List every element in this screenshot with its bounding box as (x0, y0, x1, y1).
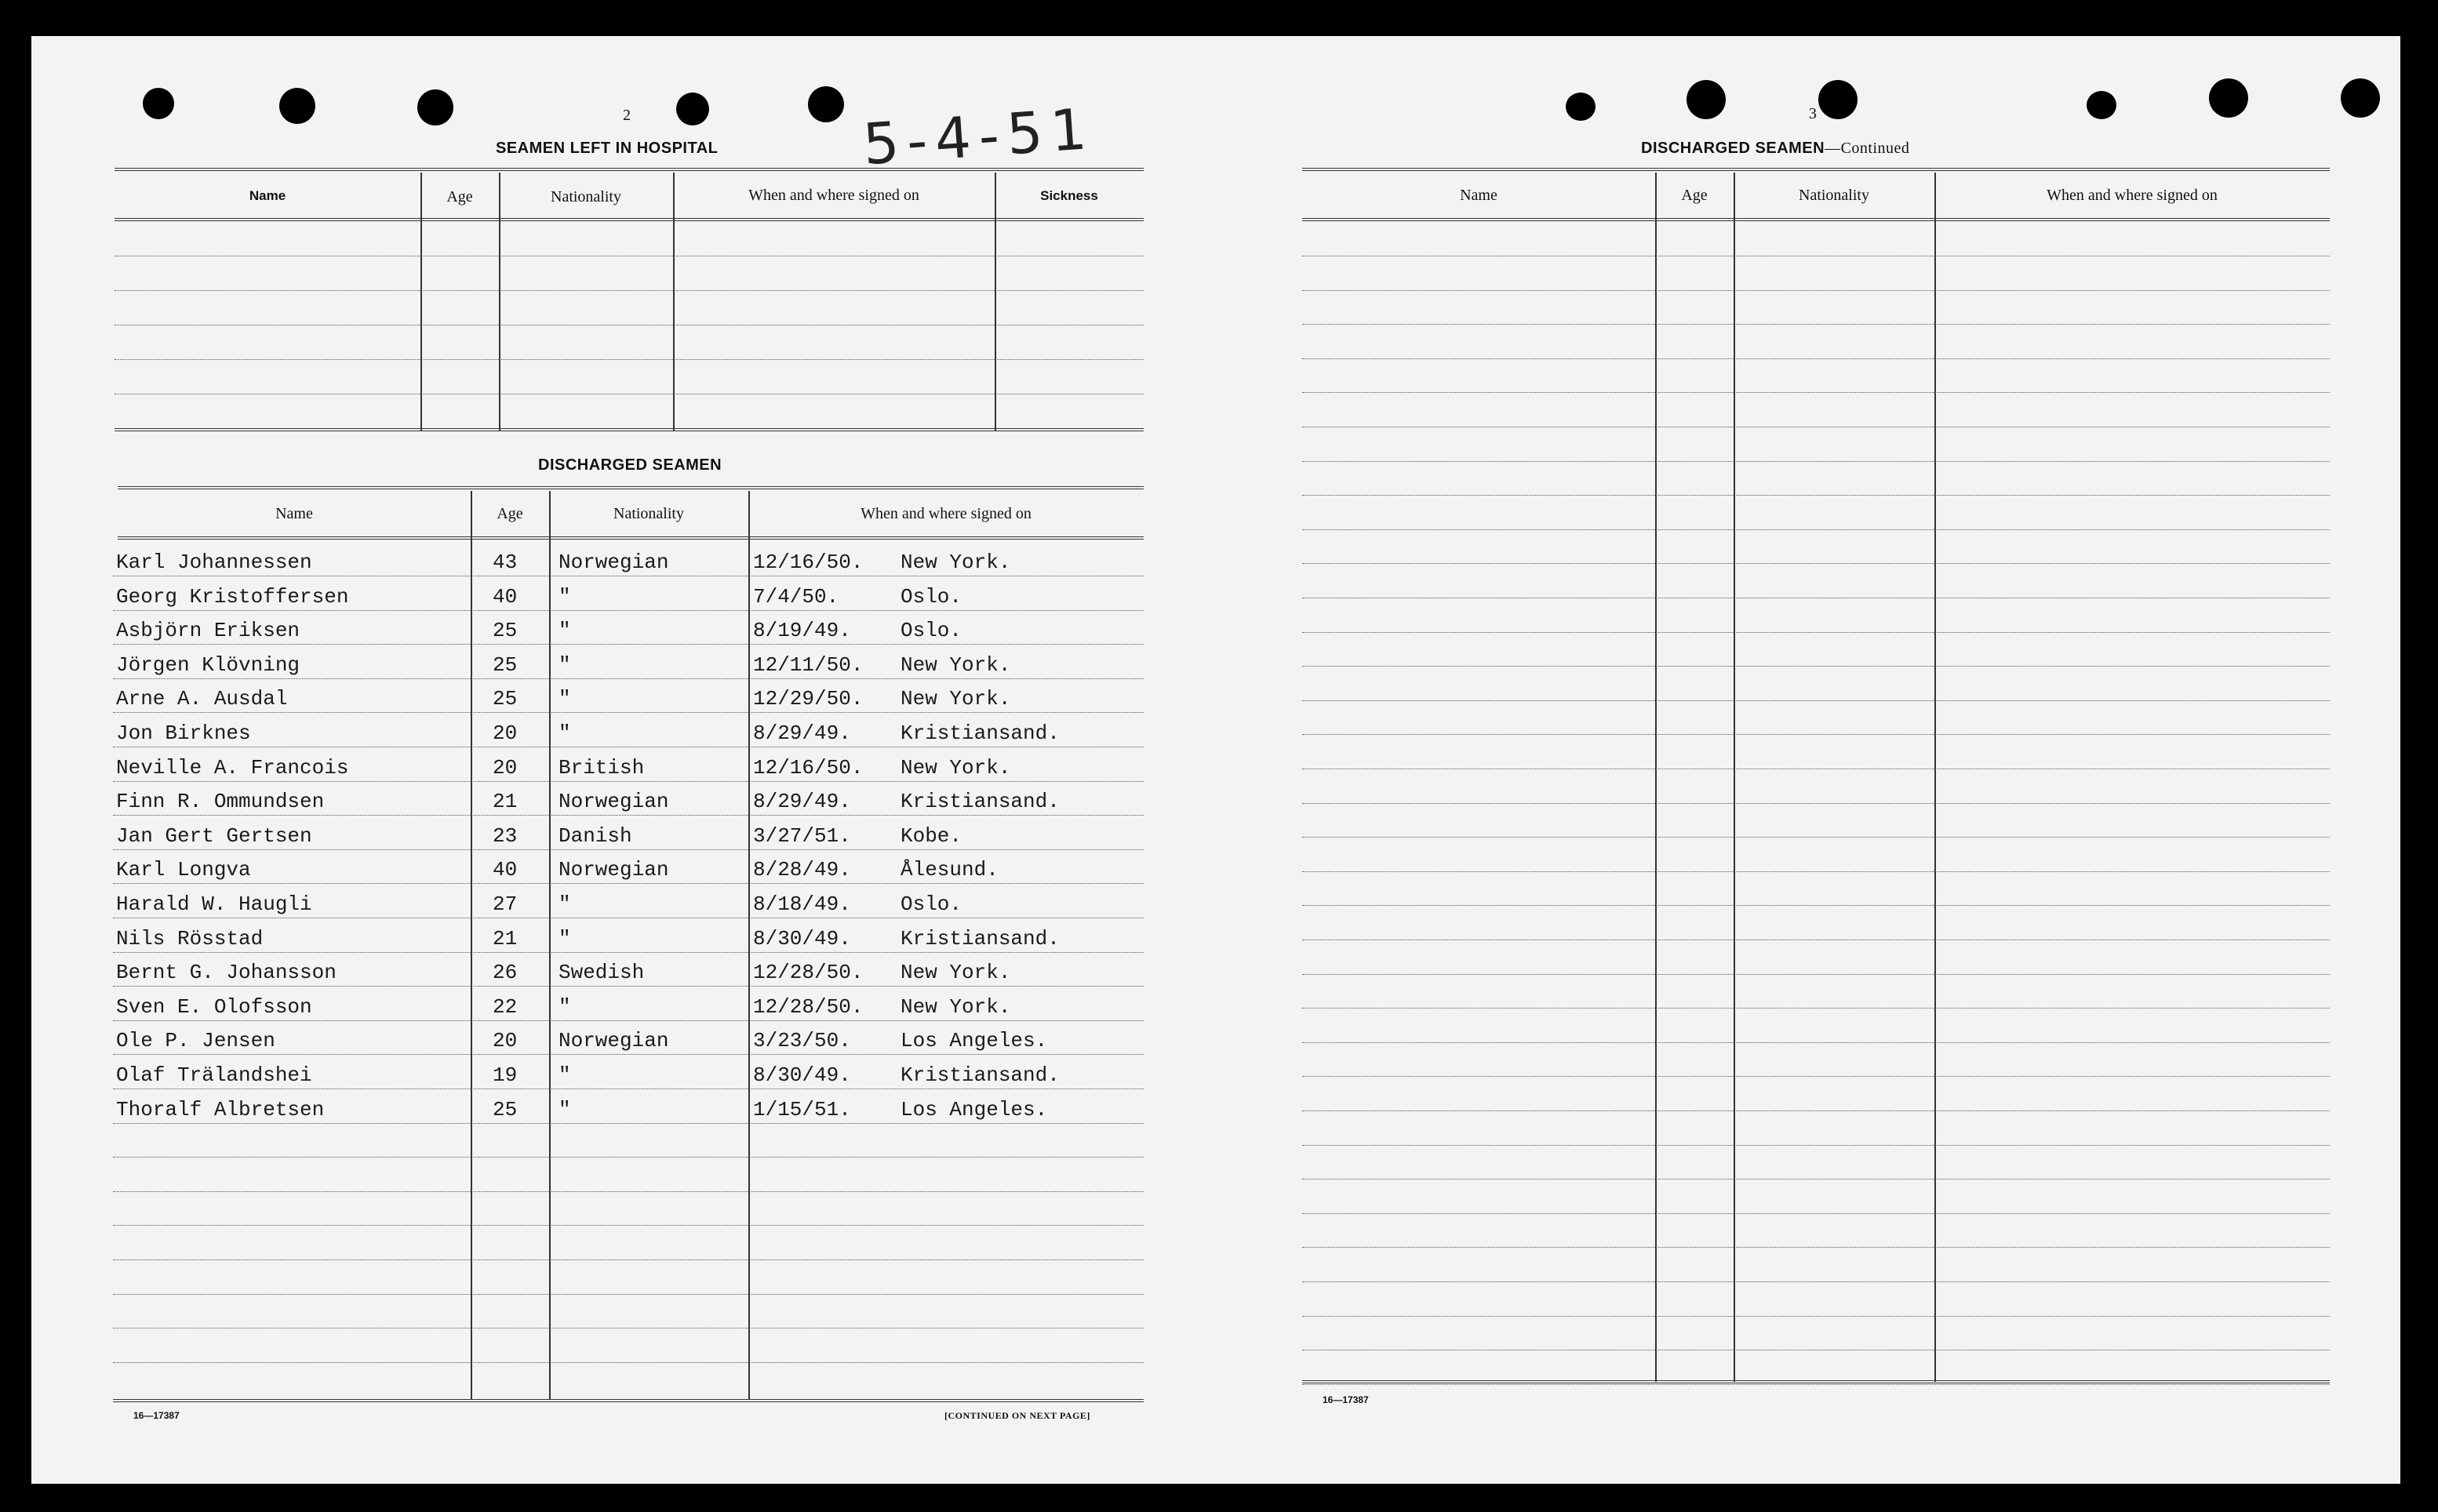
ruled-line (1302, 1110, 2330, 1111)
ruled-line (1302, 529, 2330, 530)
column-header-signed-on: When and where signed on (2047, 187, 2218, 204)
ruled-line (113, 986, 1144, 987)
cell-nationality: " (559, 721, 571, 745)
ruled-line (1302, 837, 2330, 838)
ruled-line (1302, 563, 2330, 564)
cell-place: Oslo. (901, 584, 962, 609)
cell-age: 21 (493, 790, 518, 814)
cell-date: 12/28/50. (753, 961, 864, 985)
cell-age: 25 (493, 619, 518, 643)
ruled-line (115, 359, 1144, 360)
cell-age: 25 (493, 652, 518, 677)
cell-age: 23 (493, 823, 518, 848)
column-header-age: Age (1681, 187, 1708, 204)
ruled-line (113, 610, 1144, 611)
ruled-line (113, 1259, 1144, 1260)
ruled-line (113, 952, 1144, 953)
ruled-line (113, 849, 1144, 850)
cell-date: 3/23/50. (753, 1029, 851, 1053)
cell-place: New York. (901, 652, 1011, 677)
punch-hole (808, 86, 844, 122)
continued-note: [CONTINUED ON NEXT PAGE] (944, 1410, 1090, 1421)
cell-date: 12/28/50. (753, 994, 864, 1019)
cell-place: Kristiansand. (901, 721, 1060, 745)
cell-name: Nils Rösstad (116, 926, 264, 950)
ruled-line (1302, 871, 2330, 872)
punch-hole (417, 89, 453, 125)
ruled-line (1302, 290, 2330, 291)
cell-place: Oslo. (901, 619, 962, 643)
cell-age: 40 (493, 858, 518, 882)
punch-hole (2341, 78, 2380, 118)
ruled-line (113, 883, 1144, 884)
ruled-line (113, 1020, 1144, 1021)
cell-date: 12/11/50. (753, 652, 864, 677)
column-divider (673, 173, 675, 431)
column-divider (748, 491, 750, 1399)
cell-date: 12/29/50. (753, 687, 864, 711)
ruled-line (1302, 700, 2330, 701)
cell-place: New York. (901, 961, 1011, 985)
ruled-line (1302, 1247, 2330, 1248)
cell-date: 12/16/50. (753, 551, 864, 574)
ruled-line (113, 1225, 1144, 1226)
cell-name: Karl Johannessen (116, 551, 312, 574)
page-number: 3 (1809, 105, 1817, 122)
cell-date: 8/28/49. (753, 858, 851, 882)
ruled-line (1302, 1213, 2330, 1214)
cell-nationality: " (559, 1097, 571, 1121)
cell-age: 25 (493, 1097, 518, 1121)
ruled-line (113, 644, 1144, 645)
column-divider (549, 491, 551, 1399)
ruled-line (1302, 803, 2330, 804)
cell-name: Sven E. Olofsson (116, 994, 312, 1019)
cell-place: Kristiansand. (901, 1063, 1060, 1087)
cell-age: 25 (493, 687, 518, 711)
cell-nationality: Norwegian (559, 551, 669, 574)
cell-date: 3/27/51. (753, 823, 851, 848)
cell-name: Neville A. Francois (116, 755, 349, 780)
cell-date: 8/19/49. (753, 619, 851, 643)
cell-age: 20 (493, 755, 518, 780)
form-number: 16—17387 (1323, 1394, 1369, 1405)
ruled-line (1302, 734, 2330, 735)
ruled-line (113, 1123, 1144, 1124)
cell-place: Kobe. (901, 823, 962, 848)
column-divider (420, 173, 422, 431)
ruled-line (113, 781, 1144, 782)
column-header-sickness: Sickness (1040, 188, 1098, 203)
column-divider (1934, 173, 1936, 1382)
ruled-line (1302, 461, 2330, 462)
cell-place: Los Angeles. (901, 1029, 1048, 1053)
cell-date: 12/16/50. (753, 755, 864, 780)
ruled-line (113, 712, 1144, 713)
cell-date: 1/15/51. (753, 1097, 851, 1121)
punch-hole (2087, 91, 2116, 119)
table-top-rule (1302, 168, 2330, 171)
cell-date: 7/4/50. (753, 584, 839, 609)
column-divider (1655, 173, 1657, 1382)
column-header-signed-on: When and where signed on (748, 187, 919, 204)
cell-name: Bernt G. Johansson (116, 961, 337, 985)
ruled-line (1302, 495, 2330, 496)
column-divider (499, 173, 500, 431)
cell-nationality: " (559, 926, 571, 950)
discharged-section-title: DISCHARGED SEAMEN (538, 456, 722, 474)
cell-date: 8/30/49. (753, 1063, 851, 1087)
cell-age: 20 (493, 721, 518, 745)
cell-date: 8/29/49. (753, 721, 851, 745)
cell-name: Jan Gert Gertsen (116, 823, 312, 848)
scan-border (2402, 31, 2438, 1512)
column-divider (471, 491, 472, 1399)
cell-nationality: " (559, 619, 571, 643)
cell-place: Ålesund. (901, 858, 999, 882)
cell-date: 8/29/49. (753, 790, 851, 814)
cell-nationality: Norwegian (559, 1029, 669, 1053)
ruled-line (1302, 324, 2330, 325)
cell-nationality: " (559, 892, 571, 916)
hospital-section-title: SEAMEN LEFT IN HOSPITAL (496, 140, 719, 157)
cell-age: 27 (493, 892, 518, 916)
cell-place: Kristiansand. (901, 926, 1060, 950)
column-divider (1734, 173, 1735, 1382)
table-bottom-rule (115, 428, 1144, 431)
cell-place: Oslo. (901, 892, 962, 916)
ruled-line (1302, 632, 2330, 633)
punch-hole (143, 88, 174, 119)
ruled-line (113, 1294, 1144, 1295)
cell-name: Jon Birknes (116, 721, 251, 745)
cell-place: New York. (901, 551, 1011, 574)
cell-place: Los Angeles. (901, 1097, 1048, 1121)
ruled-line (1302, 1316, 2330, 1317)
ruled-line (115, 290, 1144, 291)
cell-date: 8/30/49. (753, 926, 851, 950)
cell-place: New York. (901, 755, 1011, 780)
table-header-rule (118, 536, 1144, 540)
ruled-line (113, 1054, 1144, 1055)
ruled-line (113, 1157, 1144, 1158)
continued-section-title-text: DISCHARGED SEAMEN (1641, 140, 1825, 157)
punch-hole (279, 88, 315, 124)
column-header-age: Age (497, 505, 523, 522)
ruled-line (113, 1191, 1144, 1192)
column-divider (995, 173, 996, 431)
cell-name: Ole P. Jensen (116, 1029, 275, 1053)
cell-place: New York. (901, 687, 1011, 711)
cell-name: Georg Kristoffersen (116, 584, 349, 609)
punch-hole (1566, 93, 1596, 121)
cell-name: Finn R. Ommundsen (116, 790, 325, 814)
punch-hole (2209, 78, 2248, 118)
ruled-line (1302, 1145, 2330, 1146)
ruled-line (1302, 1042, 2330, 1043)
ruled-line (113, 678, 1144, 679)
cell-age: 43 (493, 551, 518, 574)
ruled-line (113, 1362, 1144, 1363)
cell-place: New York. (901, 994, 1011, 1019)
cell-nationality: " (559, 994, 571, 1019)
cell-name: Karl Longva (116, 858, 251, 882)
cell-name: Thoralf Albretsen (116, 1097, 325, 1121)
punch-hole (1818, 80, 1858, 119)
cell-nationality: British (559, 755, 645, 780)
cell-nationality: Swedish (559, 961, 645, 985)
table-top-rule (118, 486, 1144, 489)
cell-age: 19 (493, 1063, 518, 1087)
cell-nationality: Norwegian (559, 858, 669, 882)
table-header-rule (115, 218, 1144, 221)
cell-age: 22 (493, 994, 518, 1019)
ruled-line (1302, 974, 2330, 975)
ruled-line (1302, 1076, 2330, 1077)
table-top-rule (115, 168, 1144, 171)
table-bottom-rule (1302, 1380, 2330, 1383)
cell-name: Asbjörn Eriksen (116, 619, 300, 643)
cell-name: Jörgen Klövning (116, 652, 300, 677)
ruled-line (113, 815, 1144, 816)
cell-name: Arne A. Ausdal (116, 687, 288, 711)
punch-hole (676, 93, 709, 125)
column-header-nationality: Nationality (613, 505, 684, 522)
page-number: 2 (623, 107, 631, 124)
cell-age: 20 (493, 1029, 518, 1053)
column-header-nationality: Nationality (551, 188, 621, 205)
punch-hole (1687, 80, 1726, 119)
ruled-line (1302, 1281, 2330, 1282)
cell-nationality: " (559, 687, 571, 711)
cell-age: 26 (493, 961, 518, 985)
table-header-rule (1302, 218, 2330, 221)
column-header-name: Name (249, 188, 286, 203)
ruled-line (1302, 1384, 2330, 1385)
cell-nationality: " (559, 584, 571, 609)
cell-age: 21 (493, 926, 518, 950)
table-bottom-rule (113, 1399, 1144, 1402)
cell-age: 40 (493, 584, 518, 609)
cell-nationality: Norwegian (559, 790, 669, 814)
cell-nationality: " (559, 1063, 571, 1087)
cell-nationality: Danish (559, 823, 632, 848)
ruled-line (1302, 666, 2330, 667)
form-number: 16—17387 (133, 1410, 180, 1421)
continued-suffix: —Continued (1825, 140, 1910, 157)
cell-name: Olaf Trälandshei (116, 1063, 312, 1087)
continued-section-title (1641, 140, 1909, 158)
column-header-name: Name (1460, 187, 1497, 204)
document-sheet (31, 36, 2400, 1484)
cell-nationality: " (559, 652, 571, 677)
column-header-nationality: Nationality (1799, 187, 1869, 204)
cell-date: 8/18/49. (753, 892, 851, 916)
ruled-line (1302, 905, 2330, 906)
ruled-line (1302, 358, 2330, 359)
handwritten-date: 5-4-51 (861, 95, 1097, 178)
column-header-name: Name (275, 505, 313, 522)
cell-place: Kristiansand. (901, 790, 1060, 814)
ruled-line (1302, 392, 2330, 393)
cell-name: Harald W. Haugli (116, 892, 312, 916)
ruled-line (1302, 1008, 2330, 1009)
column-header-signed-on: When and where signed on (861, 505, 1032, 522)
column-header-age: Age (446, 188, 473, 205)
